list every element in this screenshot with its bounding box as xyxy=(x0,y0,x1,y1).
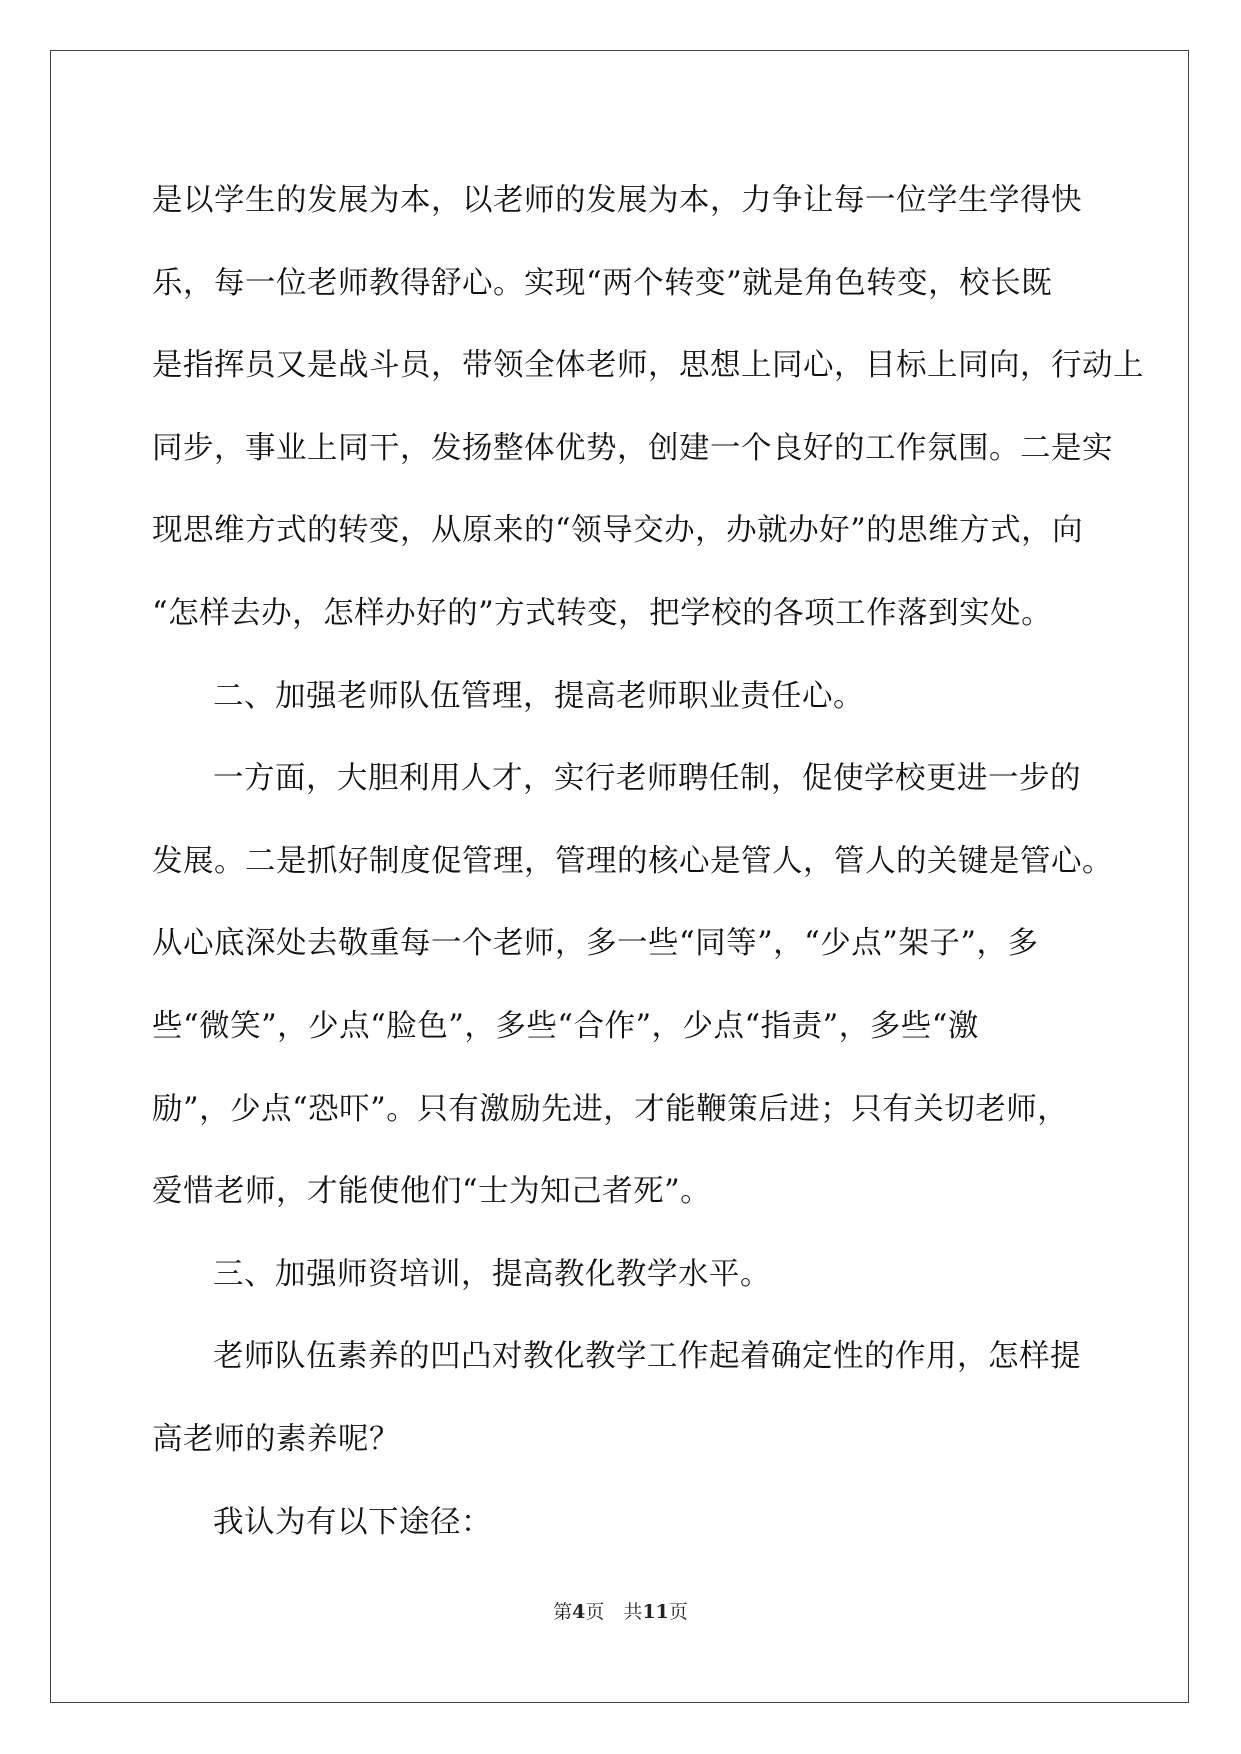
text-line: 发展。二是抓好制度促管理，管理的核心是管人，管人的关键是管心。 xyxy=(152,843,1113,879)
text-line: 是以学生的发展为本，以老师的发展为本，力争让每一位学生学得快 xyxy=(152,183,1082,218)
section-heading: 二、加强老师队伍管理，提高老师职业责任心。 xyxy=(213,678,864,714)
footer-middle: 页 共 xyxy=(585,1601,643,1623)
text-line: 爱惜老师，才能使他们“士为知己者死”。 xyxy=(152,1174,712,1210)
text-line: 从心底深处去敬重每一个老师，多一些“同等”，“少点”架子”，多 xyxy=(152,926,1039,962)
footer-suffix: 页 xyxy=(668,1601,688,1623)
text-line: “怎样去办，怎样办好的”方式转变，把学校的各项工作落到实处。 xyxy=(152,595,1053,631)
text-line: 乐，每一位老师教得舒心。实现“两个转变”就是角色转变，校长既 xyxy=(152,265,1053,301)
section-heading: 三、加强师资培训，提高教化教学水平。 xyxy=(213,1256,771,1292)
text-line: 一方面，大胆利用人才，实行老师聘任制，促使学校更进一步的 xyxy=(213,761,1081,797)
text-line: 现思维方式的转变，从原来的“领导交办，办就办好”的思维方式，向 xyxy=(152,513,1084,549)
body-text xyxy=(152,160,1144,1564)
text-line: 我认为有以下途径： xyxy=(213,1504,492,1540)
text-line: 是指挥员又是战斗员，带领全体老师，思想上同心，目标上同向，行动上 xyxy=(152,348,1144,384)
text-line: 老师队伍素养的凹凸对教化教学工作起着确定性的作用，怎样提 xyxy=(213,1339,1081,1375)
page-footer xyxy=(0,1600,1241,1624)
footer-prefix: 第 xyxy=(553,1601,573,1623)
current-page-number: 4 xyxy=(572,1601,586,1623)
text-line: 高老师的素养呢？ xyxy=(152,1421,400,1457)
text-line: 同步，事业上同干，发扬整体优势，创建一个良好的工作氛围。二是实 xyxy=(152,430,1113,466)
total-page-number: 11 xyxy=(642,1601,669,1623)
text-line: 些“微笑”，少点“脸色”，多些“合作”，少点“指责”，多些“激 xyxy=(152,1008,979,1044)
text-line: 励”，少点“恐吓”。只有激励先进，才能鞭策后进；只有关切老师， xyxy=(152,1091,1069,1127)
